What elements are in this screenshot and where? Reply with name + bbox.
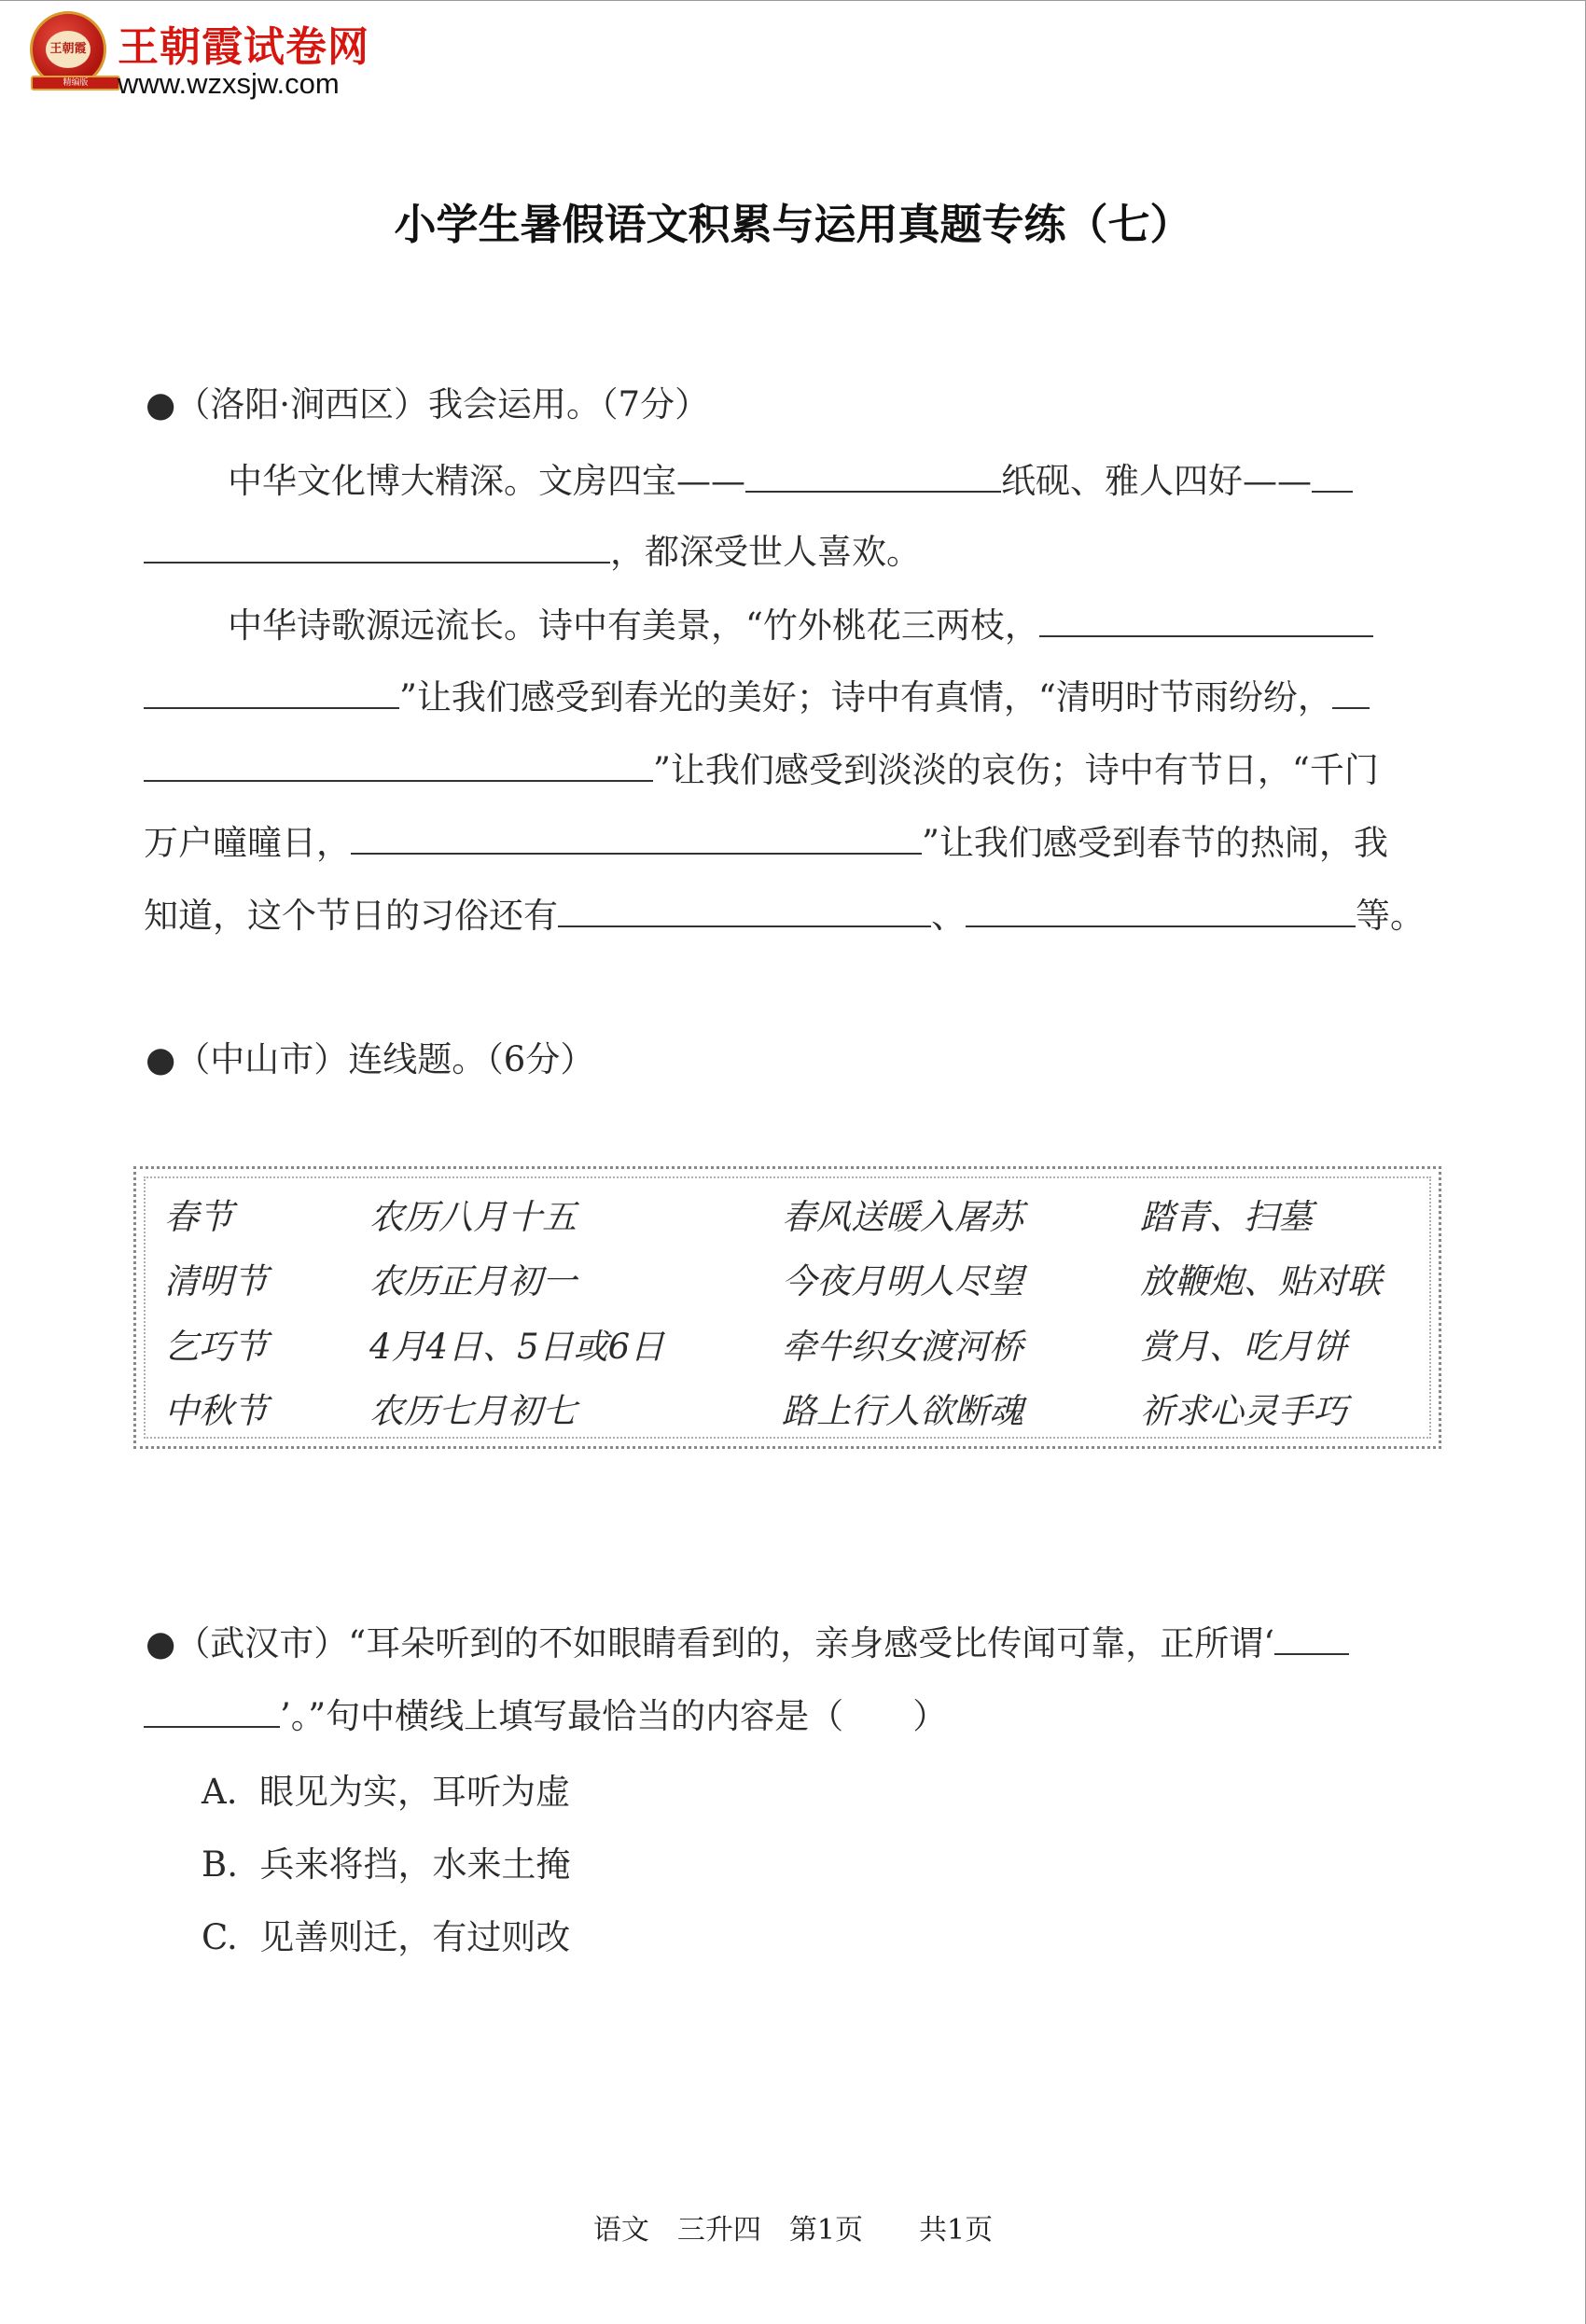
answer-blank[interactable]: [966, 890, 1356, 927]
date-item[interactable]: 农历正月初一: [369, 1261, 577, 1301]
q1-text: ”让我们感受到春光的美好；诗中有真情，“清明时节雨纷纷，: [399, 677, 1332, 717]
q1-para2-line3: [144, 745, 1379, 794]
festival-item[interactable]: 乞巧节: [164, 1327, 268, 1367]
custom-item[interactable]: 踏青、扫墓: [1140, 1197, 1313, 1237]
custom-item[interactable]: 祈求心灵手巧: [1140, 1391, 1347, 1431]
option-b[interactable]: [202, 1836, 570, 1886]
q1-header: [146, 382, 709, 428]
q1-para2-line4: [144, 817, 1388, 867]
poem-item[interactable]: 牵牛织女渡河桥: [782, 1327, 1023, 1367]
page-edge-top: [0, 0, 1586, 1]
q1-text: 、: [931, 896, 966, 936]
q3-text: ’。”句中横线上填写最恰当的内容是（: [280, 1696, 844, 1736]
q3-text: ）: [912, 1696, 948, 1736]
answer-blank[interactable]: [1039, 600, 1373, 637]
bullet-icon: ●: [146, 1623, 176, 1663]
q2-header: [146, 1037, 594, 1083]
option-letter: B.: [202, 1844, 238, 1885]
bullet-icon: ●: [146, 1039, 176, 1079]
festival-item[interactable]: 春节: [164, 1197, 233, 1237]
q2-header-text: （中山市）连线题。（6分）: [175, 1039, 595, 1079]
q1-text: 中华诗歌源远流长。诗中有美景，“竹外桃花三两枝，: [228, 605, 1039, 646]
q1-para2-line1: [228, 600, 1373, 649]
q3-header: [146, 1618, 1349, 1667]
custom-item[interactable]: 赏月、吃月饼: [1140, 1327, 1347, 1367]
date-item[interactable]: 农历七月初七: [369, 1391, 577, 1431]
answer-blank[interactable]: [1312, 455, 1353, 493]
logo-url: www.wzxsjw.com: [118, 67, 340, 100]
date-item[interactable]: 4月4日、5日或6日: [369, 1327, 665, 1367]
q1-para2-line5: [144, 890, 1425, 939]
answer-blank[interactable]: [144, 526, 610, 564]
seal-ribbon: 精编版: [31, 76, 120, 90]
answer-blank[interactable]: [144, 1691, 280, 1728]
answer-blank[interactable]: [558, 890, 931, 927]
answer-blank[interactable]: [144, 672, 399, 709]
poem-item[interactable]: 今夜月明人尽望: [782, 1261, 1023, 1301]
answer-blank[interactable]: [144, 745, 653, 782]
option-letter: A.: [202, 1772, 238, 1812]
answer-blank[interactable]: [745, 455, 1001, 493]
festival-item[interactable]: 中秋节: [164, 1391, 268, 1431]
answer-blank[interactable]: [351, 817, 922, 855]
q1-text: 中华文化博大精深。文房四宝——: [228, 461, 745, 501]
page-footer: 语文 三升四 第1页 共1页: [592, 2214, 994, 2247]
q1-text: ”让我们感受到淡淡的哀伤；诗中有节日，“千门: [653, 750, 1379, 790]
q1-text: 等。: [1356, 896, 1425, 936]
option-text: 见善则迁，有过则改: [259, 1917, 571, 1957]
option-letter: C.: [202, 1917, 238, 1957]
q1-text: ”让我们感受到春节的热闹，我: [922, 823, 1388, 863]
q1-text: 纸砚、雅人四好——: [1001, 461, 1312, 501]
q1-para1-line2: [144, 526, 921, 576]
poem-item[interactable]: 春风送暖入屠苏: [782, 1197, 1023, 1237]
option-text: 兵来将挡，水来土掩: [259, 1844, 571, 1885]
option-c[interactable]: [202, 1909, 570, 1959]
q1-header-text: （洛阳·涧西区）我会运用。（7分）: [175, 384, 710, 424]
logo-name: 王朝霞试卷网: [118, 23, 369, 71]
option-text: 眼见为实，耳听为虚: [259, 1772, 571, 1812]
q3-header-text: （武汉市）“耳朵听到的不如眼睛看到的，亲身感受比传闻可靠，正所谓‘: [175, 1623, 1274, 1663]
q1-text: 知道，这个节日的习俗还有: [144, 896, 558, 936]
date-item[interactable]: 农历八月十五: [369, 1197, 577, 1237]
poem-item[interactable]: 路上行人欲断魂: [782, 1391, 1023, 1431]
q1-para1-line1: [228, 455, 1353, 505]
answer-blank[interactable]: [1332, 672, 1370, 709]
bullet-icon: ●: [146, 384, 176, 424]
option-a[interactable]: [202, 1763, 570, 1814]
seal-icon: [30, 11, 106, 88]
q1-text: 万户曈曈日，: [144, 823, 351, 863]
site-logo[interactable]: [24, 7, 435, 101]
q1-para2-line2: [144, 672, 1370, 721]
custom-item[interactable]: 放鞭炮、贴对联: [1140, 1261, 1382, 1301]
festival-item[interactable]: 清明节: [164, 1261, 268, 1301]
q3-line2: [144, 1691, 947, 1740]
answer-blank[interactable]: [1274, 1618, 1349, 1655]
seal-text: 王朝霞: [46, 31, 90, 68]
q1-text: ，都深受世人喜欢。: [610, 532, 921, 572]
page-title: 小学生暑假语文积累与运用真题专练（七）: [394, 200, 1192, 249]
